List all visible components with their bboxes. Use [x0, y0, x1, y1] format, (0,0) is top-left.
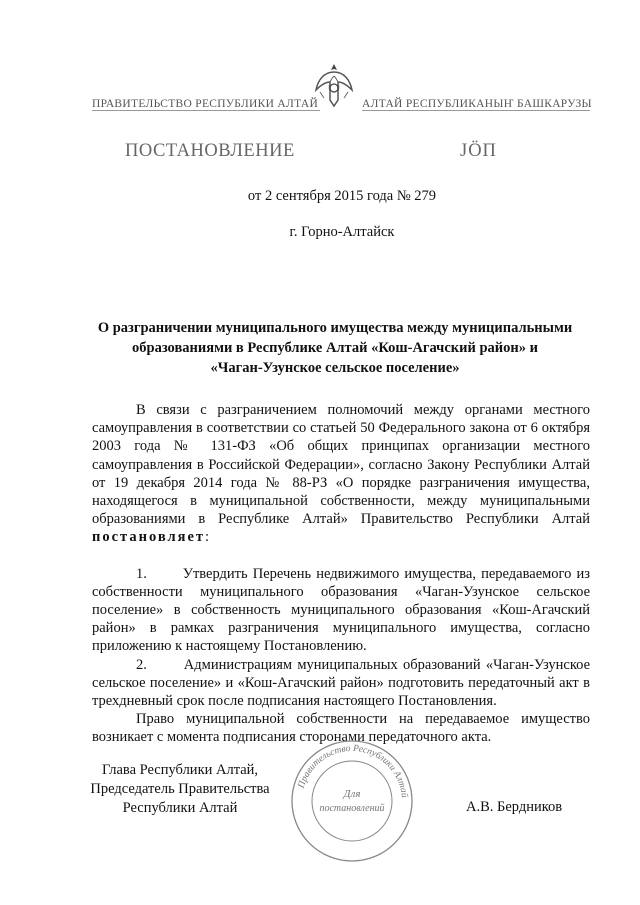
- title-line-1: О разграничении муниципального имущества между муниципальными: [97, 320, 573, 336]
- item-1-text: Утвердить Перечень недвижимого имущества, передаваемого из собственности муниципального образования «Чаган-Узунское сельское поселение» в собственность муниципального образования «Кош-Агачский район» в рамках разграничения муниципального имущества, согласно приложению к настоящему Постановлению.: [92, 565, 590, 655]
- item-2-paragraph: [92, 656, 590, 711]
- stamp-center-line-2: постановлений: [319, 803, 385, 814]
- signatory-line-2: Председатель Правительства: [90, 781, 270, 797]
- title-line-2: образованиями в Республике Алтай «Кош-Агачский район» и: [132, 340, 538, 356]
- signatory-title: [60, 761, 300, 818]
- item-1-number: 1.: [136, 565, 147, 582]
- document-type-alt: JӦП: [460, 141, 497, 161]
- item-1-paragraph: [92, 565, 590, 656]
- document-body: [92, 401, 590, 747]
- resolves-colon: :: [205, 529, 210, 546]
- document-date-number: от 2 сентября 2015 года № 279: [247, 188, 437, 204]
- item-2-number: 2.: [136, 656, 147, 673]
- government-name-ru: ПРАВИТЕЛЬСТВО РЕСПУБЛИКИ АЛТАЙ: [92, 98, 319, 110]
- signer-name: А.В. Бердников: [466, 799, 563, 815]
- stamp-ring-text: Правительство Республики Алтай: [296, 743, 409, 799]
- title-line-3: «Чаган-Узунское сельское поселение»: [210, 360, 460, 376]
- resolves-word: постановляет: [92, 529, 206, 546]
- document-title: [80, 318, 590, 378]
- document-type-ru: ПОСТАНОВЛЕНИЕ: [125, 141, 295, 161]
- document-city: г. Горно-Алтайск: [289, 224, 395, 240]
- official-stamp-icon: [288, 737, 416, 865]
- preamble-paragraph: [92, 401, 590, 547]
- government-name-alt: АЛТАЙ РЕСПУБЛИКАНЫҤ БАШКАРУЗЫ: [362, 98, 592, 110]
- preamble-text: В связи с разграничением полномочий между органами местного самоуправления в соответствии со статьей 50 Федерального закона от 6 октября 2003 года № 131-ФЗ «Об общих принципах организации местного самоуправления в Российской Федерации», согласно Закону Республики Алтай от 19 декабря 2014 года № 88-РЗ «О порядке разграничения имущества, находящегося в муниципальной собственности, между муниципальными образованиями в Республике Алтай» Правительство Республики Алтай: [92, 402, 590, 528]
- item-2-text: Администрациям муниципальных образований «Чаган-Узунское сельское поселение» и «Кош-Агачский район» подготовить передаточный акт в трехдневный срок после подписания настоящего Постановления.: [92, 656, 590, 710]
- signatory-line-3: Республики Алтай: [122, 800, 238, 816]
- stamp-center-line-1: Для: [343, 788, 361, 800]
- closing-paragraph: Право муниципальной собственности на передаваемое имущество возникает с момента подписания сторонами передаточного акта.: [92, 711, 590, 746]
- signatory-line-1: Глава Республики Алтай,: [101, 762, 259, 778]
